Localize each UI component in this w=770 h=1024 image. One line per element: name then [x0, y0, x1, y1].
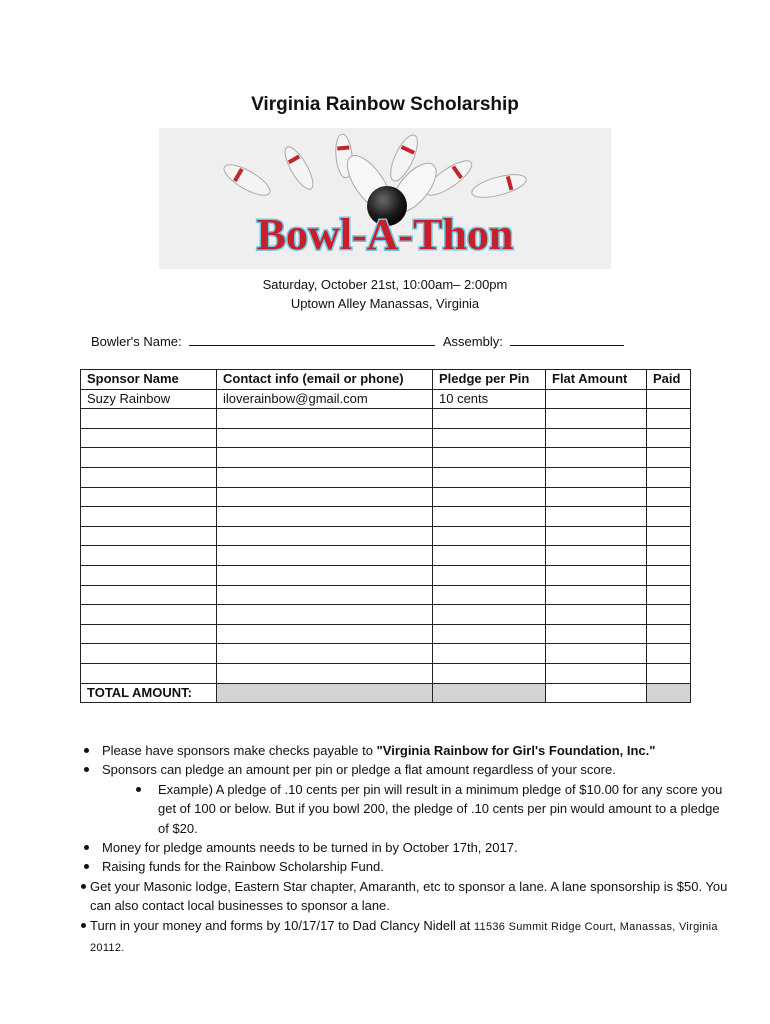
table-row — [81, 409, 691, 429]
page-title: Virginia Rainbow Scholarship — [251, 94, 519, 115]
table-cell[interactable] — [433, 467, 546, 487]
table-cell[interactable] — [217, 605, 433, 625]
table-cell[interactable] — [217, 409, 433, 429]
table-cell[interactable] — [647, 663, 691, 683]
table-cell[interactable]: Suzy Rainbow — [81, 389, 217, 409]
table-cell[interactable] — [647, 605, 691, 625]
table-row — [81, 389, 691, 409]
table-cell[interactable] — [433, 487, 546, 507]
table-cell[interactable] — [433, 546, 546, 566]
table-cell[interactable] — [546, 605, 647, 625]
table-cell[interactable] — [217, 585, 433, 605]
column-header: Contact info (email or phone) — [217, 370, 433, 390]
table-cell[interactable] — [433, 428, 546, 448]
table-cell[interactable] — [546, 507, 647, 527]
table-cell[interactable] — [433, 526, 546, 546]
table-cell[interactable] — [647, 448, 691, 468]
table-cell[interactable] — [217, 507, 433, 527]
table-cell[interactable] — [546, 389, 647, 409]
table-cell[interactable] — [433, 644, 546, 664]
bullet-icon — [84, 845, 89, 850]
total-cell-shaded — [433, 683, 546, 703]
table-cell[interactable] — [433, 605, 546, 625]
column-header: Sponsor Name — [81, 370, 217, 390]
table-cell[interactable] — [217, 526, 433, 546]
table-cell[interactable] — [433, 585, 546, 605]
bullet-icon — [81, 884, 86, 889]
table-cell[interactable] — [217, 565, 433, 585]
table-cell[interactable] — [647, 546, 691, 566]
list-item: Turn in your money and forms by 10/17/17 to Dad Clancy Nidell at 11536 Summit Ridge Court, Manassas, Virginia 20112. — [80, 916, 730, 959]
total-row — [81, 683, 691, 703]
list-item: Get your Masonic lodge, Eastern Star chapter, Amaranth, etc to sponsor a lane. A lane sponsorship is $50. You can also contact local businesses to sponsor a lane. — [80, 877, 730, 916]
event-location: Uptown Alley Manassas, Virginia — [290, 296, 480, 311]
bullet-icon — [81, 923, 86, 928]
table-row — [81, 605, 691, 625]
table-header-row — [81, 370, 691, 390]
bowler-info-row — [91, 333, 624, 349]
table-row — [81, 448, 691, 468]
table-cell[interactable] — [81, 507, 217, 527]
table-cell[interactable] — [647, 467, 691, 487]
event-date-time: Saturday, October 21st, 10:00am– 2:00pm — [262, 277, 508, 292]
total-cell-shaded — [217, 683, 433, 703]
table-cell[interactable] — [546, 585, 647, 605]
assembly-field[interactable] — [510, 333, 624, 346]
table-row — [81, 487, 691, 507]
table-cell[interactable] — [546, 409, 647, 429]
table-cell[interactable] — [546, 624, 647, 644]
table-cell[interactable] — [217, 487, 433, 507]
bullet-icon — [84, 864, 89, 869]
table-cell[interactable] — [217, 448, 433, 468]
table-cell[interactable] — [546, 487, 647, 507]
table-cell[interactable] — [647, 389, 691, 409]
table-cell[interactable] — [81, 585, 217, 605]
table-cell[interactable] — [433, 507, 546, 527]
table-cell[interactable] — [433, 565, 546, 585]
table-cell[interactable] — [433, 448, 546, 468]
table-cell[interactable] — [433, 663, 546, 683]
table-cell[interactable] — [217, 428, 433, 448]
table-row — [81, 624, 691, 644]
sponsor-table — [80, 369, 691, 703]
table-cell[interactable] — [647, 565, 691, 585]
column-header: Pledge per Pin — [433, 370, 546, 390]
table-cell[interactable] — [433, 409, 546, 429]
total-cell-shaded — [647, 683, 691, 703]
table-cell[interactable] — [217, 644, 433, 664]
instructions-list — [80, 741, 730, 958]
bowl-a-thon-logo — [159, 128, 611, 269]
table-cell[interactable] — [647, 585, 691, 605]
table-cell[interactable] — [217, 663, 433, 683]
table-cell[interactable] — [647, 507, 691, 527]
table-cell[interactable] — [81, 448, 217, 468]
table-cell[interactable] — [546, 565, 647, 585]
table-cell[interactable] — [647, 428, 691, 448]
table-cell[interactable] — [546, 663, 647, 683]
assembly-label: Assembly: — [442, 334, 503, 349]
table-row — [81, 546, 691, 566]
total-label: TOTAL AMOUNT: — [81, 683, 217, 703]
table-cell[interactable] — [81, 605, 217, 625]
table-cell[interactable] — [81, 487, 217, 507]
bullet-icon — [84, 767, 89, 772]
bowling-logo-image — [159, 128, 611, 269]
table-row — [81, 467, 691, 487]
table-cell[interactable] — [546, 546, 647, 566]
table-cell[interactable] — [81, 428, 217, 448]
list-item: Sponsors can pledge an amount per pin or pledge a flat amount regardless of your score. — [80, 760, 730, 779]
table-cell[interactable] — [81, 624, 217, 644]
table-cell[interactable] — [433, 624, 546, 644]
table-row — [81, 585, 691, 605]
table-cell[interactable] — [81, 526, 217, 546]
table-cell[interactable]: iloverainbow@gmail.com — [217, 389, 433, 409]
table-cell[interactable] — [647, 487, 691, 507]
list-item: Example) A pledge of .10 cents per pin will result in a minimum pledge of $10.00 for any score you get of 100 or below. But if you bowl 200, the pledge of .10 cents per pin would amount to a pledge of $20. — [80, 780, 730, 838]
bullet-icon — [84, 748, 89, 753]
table-row — [81, 428, 691, 448]
table-row — [81, 565, 691, 585]
table-cell[interactable] — [81, 409, 217, 429]
table-cell[interactable] — [81, 663, 217, 683]
table-cell[interactable] — [81, 546, 217, 566]
bullet-icon — [136, 787, 141, 792]
column-header: Flat Amount — [546, 370, 647, 390]
logo-text: Bowl-A-Thon — [256, 210, 514, 259]
table-cell[interactable] — [647, 624, 691, 644]
table-cell[interactable]: 10 cents — [433, 389, 546, 409]
table-cell[interactable] — [546, 526, 647, 546]
table-row — [81, 526, 691, 546]
list-item: Raising funds for the Rainbow Scholarship Fund. — [80, 857, 730, 876]
column-header: Paid — [647, 370, 691, 390]
table-cell[interactable] — [546, 644, 647, 664]
table-row — [81, 507, 691, 527]
table-cell[interactable] — [81, 644, 217, 664]
table-cell[interactable] — [81, 467, 217, 487]
list-item: Please have sponsors make checks payable to "Virginia Rainbow for Girl's Foundation, Inc." — [80, 741, 730, 760]
bowler-name-field[interactable] — [189, 333, 435, 346]
table-cell[interactable] — [546, 467, 647, 487]
table-cell[interactable] — [217, 546, 433, 566]
table-cell[interactable] — [546, 428, 647, 448]
list-item: Money for pledge amounts needs to be turned in by October 17th, 2017. — [80, 838, 730, 857]
table-cell[interactable] — [217, 624, 433, 644]
table-cell[interactable] — [546, 448, 647, 468]
total-flat-amount-cell[interactable] — [546, 683, 647, 703]
table-row — [81, 663, 691, 683]
table-cell[interactable] — [647, 526, 691, 546]
table-cell[interactable] — [647, 644, 691, 664]
table-cell[interactable] — [81, 565, 217, 585]
table-cell[interactable] — [647, 409, 691, 429]
table-cell[interactable] — [217, 467, 433, 487]
bowler-name-label: Bowler's Name: — [91, 334, 182, 349]
table-row — [81, 644, 691, 664]
